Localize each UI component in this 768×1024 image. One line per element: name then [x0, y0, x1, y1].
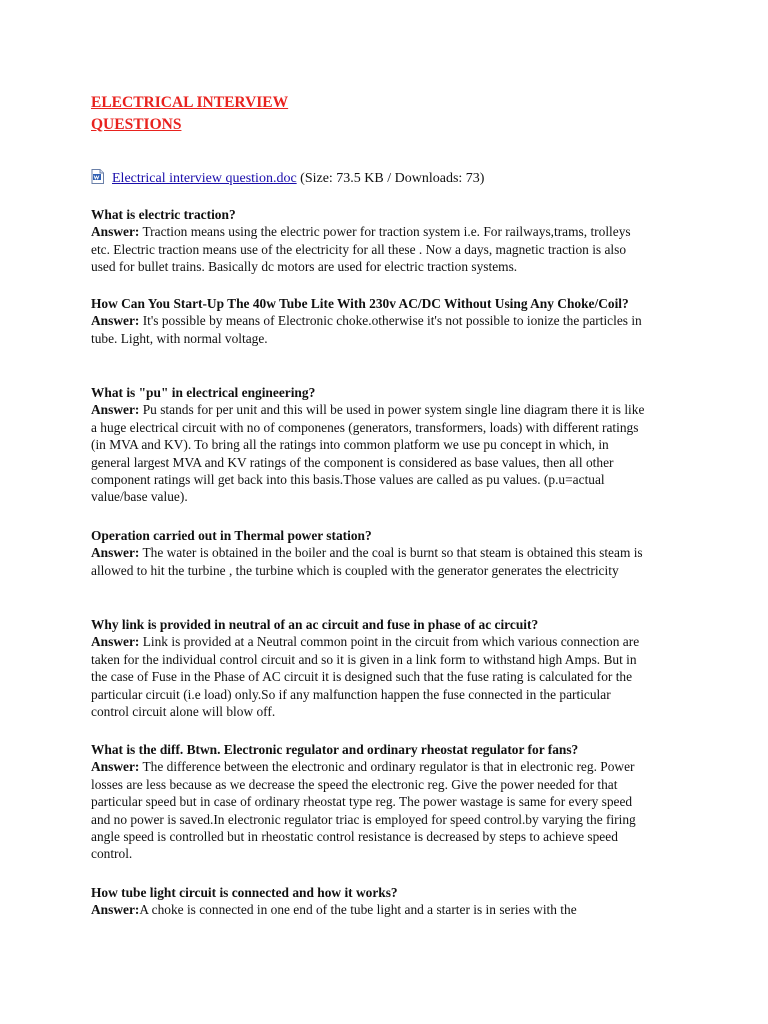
answer-label: Answer: [91, 545, 140, 561]
qa-item [91, 741, 651, 863]
answer-label: Answer: [91, 313, 140, 329]
question: What is "pu" in electrical engineering? [91, 385, 316, 400]
answer-label: Answer: [91, 224, 140, 240]
answer-label: Answer: [91, 902, 140, 918]
question: How tube light circuit is connected and how it works? [91, 885, 398, 900]
answer [91, 401, 651, 505]
word-document-icon[interactable] [91, 169, 104, 184]
qa-item [91, 295, 651, 347]
answer-label: Answer: [91, 402, 140, 418]
attachment-row [91, 169, 484, 188]
attachment-download-link[interactable]: Electrical interview question.doc [112, 171, 297, 186]
qa-item [91, 384, 651, 506]
answer [91, 312, 651, 347]
answer-text: A choke is connected in one end of the tube light and a starter is in series with the [139, 902, 577, 918]
document-title-line-2: QUESTIONS [91, 116, 182, 133]
answer [91, 223, 651, 275]
question: What is electric traction? [91, 207, 236, 222]
answer-text: The water is obtained in the boiler and the coal is burnt so that steam is obtained this steam is allowed to hit the turbine , the turbine which is coupled with the generator generates the electricity [91, 545, 643, 578]
question: How Can You Start-Up The 40w Tube Lite With 230v AC/DC Without Using Any Choke/Coil? [91, 296, 629, 311]
answer-label: Answer: [91, 759, 140, 775]
answer-text: Link is provided at a Neutral common point in the circuit from which various connection are taken for the individual control circuit and so it is given in a link form to withstand high Amps. But in the case of Fuse in the Phase of AC circuit it is designed such that the fuse rating is calculated for the particular circuit (i.e load) only.So if any malfunction happen the fuse connected in the particular control circuit alone will blow off. [91, 634, 640, 720]
qa-item [91, 616, 651, 720]
qa-item [91, 527, 651, 579]
answer [91, 901, 651, 918]
question: Why link is provided in neutral of an ac circuit and fuse in phase of ac circuit? [91, 617, 539, 632]
qa-item [91, 884, 651, 919]
answer [91, 544, 651, 579]
answer [91, 633, 651, 720]
answer-text: Pu stands for per unit and this will be used in power system single line diagram there it is like a huge electrical circuit with no of componenes (generators, transformers, loads) with different ratings (in MVA and KV). To bring all the ratings into common platform we use pu concept in which, in general largest MVA and KV ratings of the component is considered as base values, then all other component ratings will get back into this basis.Those values are called as pu values. (p.u=actual value/base value). [91, 402, 645, 505]
question: Operation carried out in Thermal power station? [91, 528, 372, 543]
answer-text: It's possible by means of Electronic choke.otherwise it's not possible to ionize the particles in tube. Light, with normal voltage. [91, 313, 642, 346]
qa-item [91, 206, 651, 276]
answer-text: The difference between the electronic and ordinary regulator is that in electronic reg. Power losses are less because as we decrease the speed the electronic reg. Give the power needed for that particular speed but in case of ordinary rheostat type reg. The power wastage is same for every speed and no power is saved.In electronic regulator triac is employed for speed control.by varying the firing angle speed is controlled but in rheostatic control resistance is decreased by steps to achieve speed control. [91, 759, 636, 862]
attachment-meta: (Size: 73.5 KB / Downloads: 73) [296, 171, 485, 186]
answer [91, 758, 651, 862]
document-title-line-1: ELECTRICAL INTERVIEW [91, 94, 289, 111]
question: What is the diff. Btwn. Electronic regulator and ordinary rheostat regulator for fans? [91, 742, 579, 757]
answer-label: Answer: [91, 634, 140, 650]
answer-text: Traction means using the electric power for traction system i.e. For railways,trams, trolleys etc. Electric traction means use of the electricity for all these . Now a days, magnetic traction is also used for bullet trains. Basically dc motors are used for electric traction systems. [91, 224, 631, 275]
document-title [91, 92, 288, 136]
